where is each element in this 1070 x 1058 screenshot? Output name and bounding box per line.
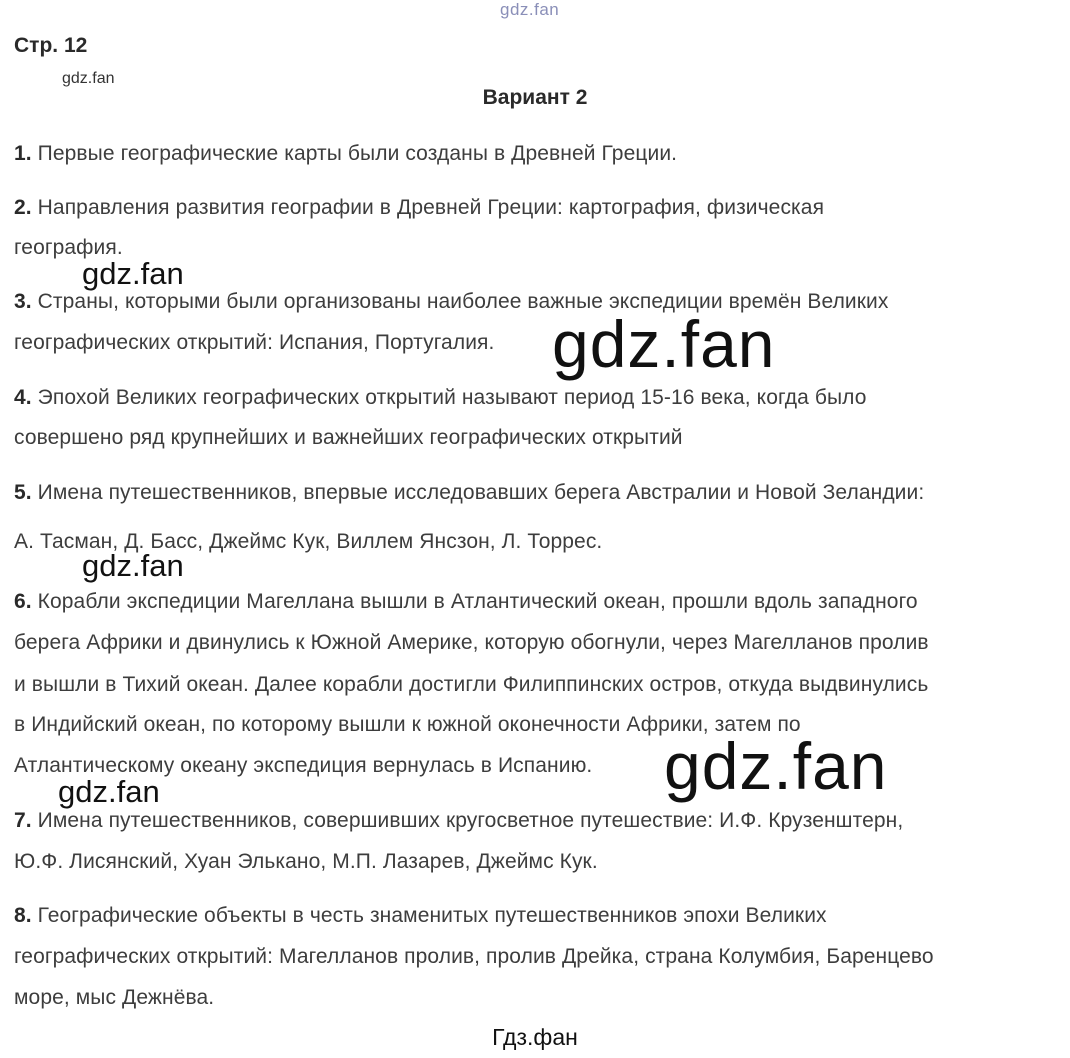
answer-8-line-3: море, мыс Дежнёва.	[14, 986, 215, 1009]
answer-7-line-1: 7. Имена путешественников, совершивших кругосветное путешествие: И.Ф. Крузенштерн,	[14, 809, 904, 832]
watermark-large: gdz.fan	[552, 307, 776, 381]
answer-7-line-2: Ю.Ф. Лисянский, Хуан Элькано, М.П. Лазарев, Джеймс Кук.	[14, 850, 598, 873]
watermark-large: gdz.fan	[664, 729, 888, 803]
answer-number: 2.	[14, 196, 32, 219]
answer-number: 7.	[14, 809, 32, 832]
answer-number: 5.	[14, 481, 32, 504]
answer-6-line-4: в Индийский океан, по которому вышли к южной оконечности Африки, затем по	[14, 713, 801, 736]
answer-1-line-1: 1. Первые географические карты были созданы в Древней Греции.	[14, 142, 678, 165]
footer-watermark: Гдз.фан	[492, 1024, 578, 1050]
variant-title: Вариант 2	[482, 86, 588, 109]
answer-2-line-2: география.	[14, 236, 123, 259]
answer-6-line-5: Атлантическому океану экспедиция вернулась в Испанию.	[14, 754, 593, 777]
answer-4-line-2: совершено ряд крупнейших и важнейших географических открытий	[14, 426, 683, 449]
page-label: Стр. 12	[14, 34, 88, 57]
answer-number: 6.	[14, 590, 32, 613]
answer-number: 1.	[14, 142, 32, 165]
watermark: gdz.fan	[82, 256, 184, 291]
watermark-small: gdz.fan	[62, 70, 115, 87]
answer-4-line-1: 4. Эпохой Великих географических открытий называют период 15-16 века, когда было	[14, 386, 867, 409]
answer-3-line-2: географических открытий: Испания, Португалия.	[14, 331, 495, 354]
watermark: gdz.fan	[82, 548, 184, 583]
answer-number: 4.	[14, 386, 32, 409]
answer-number: 8.	[14, 904, 32, 927]
answer-number: 3.	[14, 290, 32, 313]
answer-8-line-1: 8. Географические объекты в честь знаменитых путешественников эпохи Великих	[14, 904, 827, 927]
answer-3-line-1: 3. Страны, которыми были организованы наиболее важные экспедиции времён Великих	[14, 290, 889, 313]
watermark: gdz.fan	[58, 774, 160, 809]
answer-6-line-1: 6. Корабли экспедиции Магеллана вышли в Атлантический океан, прошли вдоль западного	[14, 590, 918, 613]
answer-6-line-3: и вышли в Тихий океан. Далее корабли достигли Филиппинских остров, откуда выдвинулись	[14, 673, 929, 696]
watermark-top: gdz.fan	[500, 0, 560, 19]
answer-6-line-2: берега Африки и двинулись к Южной Америке, которую обогнули, через Магелланов пролив	[14, 631, 929, 654]
answer-5-line-1: 5. Имена путешественников, впервые исследовавших берега Австралии и Новой Зеландии:	[14, 481, 925, 504]
answer-2-line-1: 2. Направления развития географии в Древней Греции: картография, физическая	[14, 196, 825, 219]
answer-8-line-2: географических открытий: Магелланов пролив, пролив Дрейка, страна Колумбия, Баренцево	[14, 945, 934, 968]
answer-5-line-2: А. Тасман, Д. Басс, Джеймс Кук, Виллем Янсзон, Л. Торрес.	[14, 530, 603, 553]
